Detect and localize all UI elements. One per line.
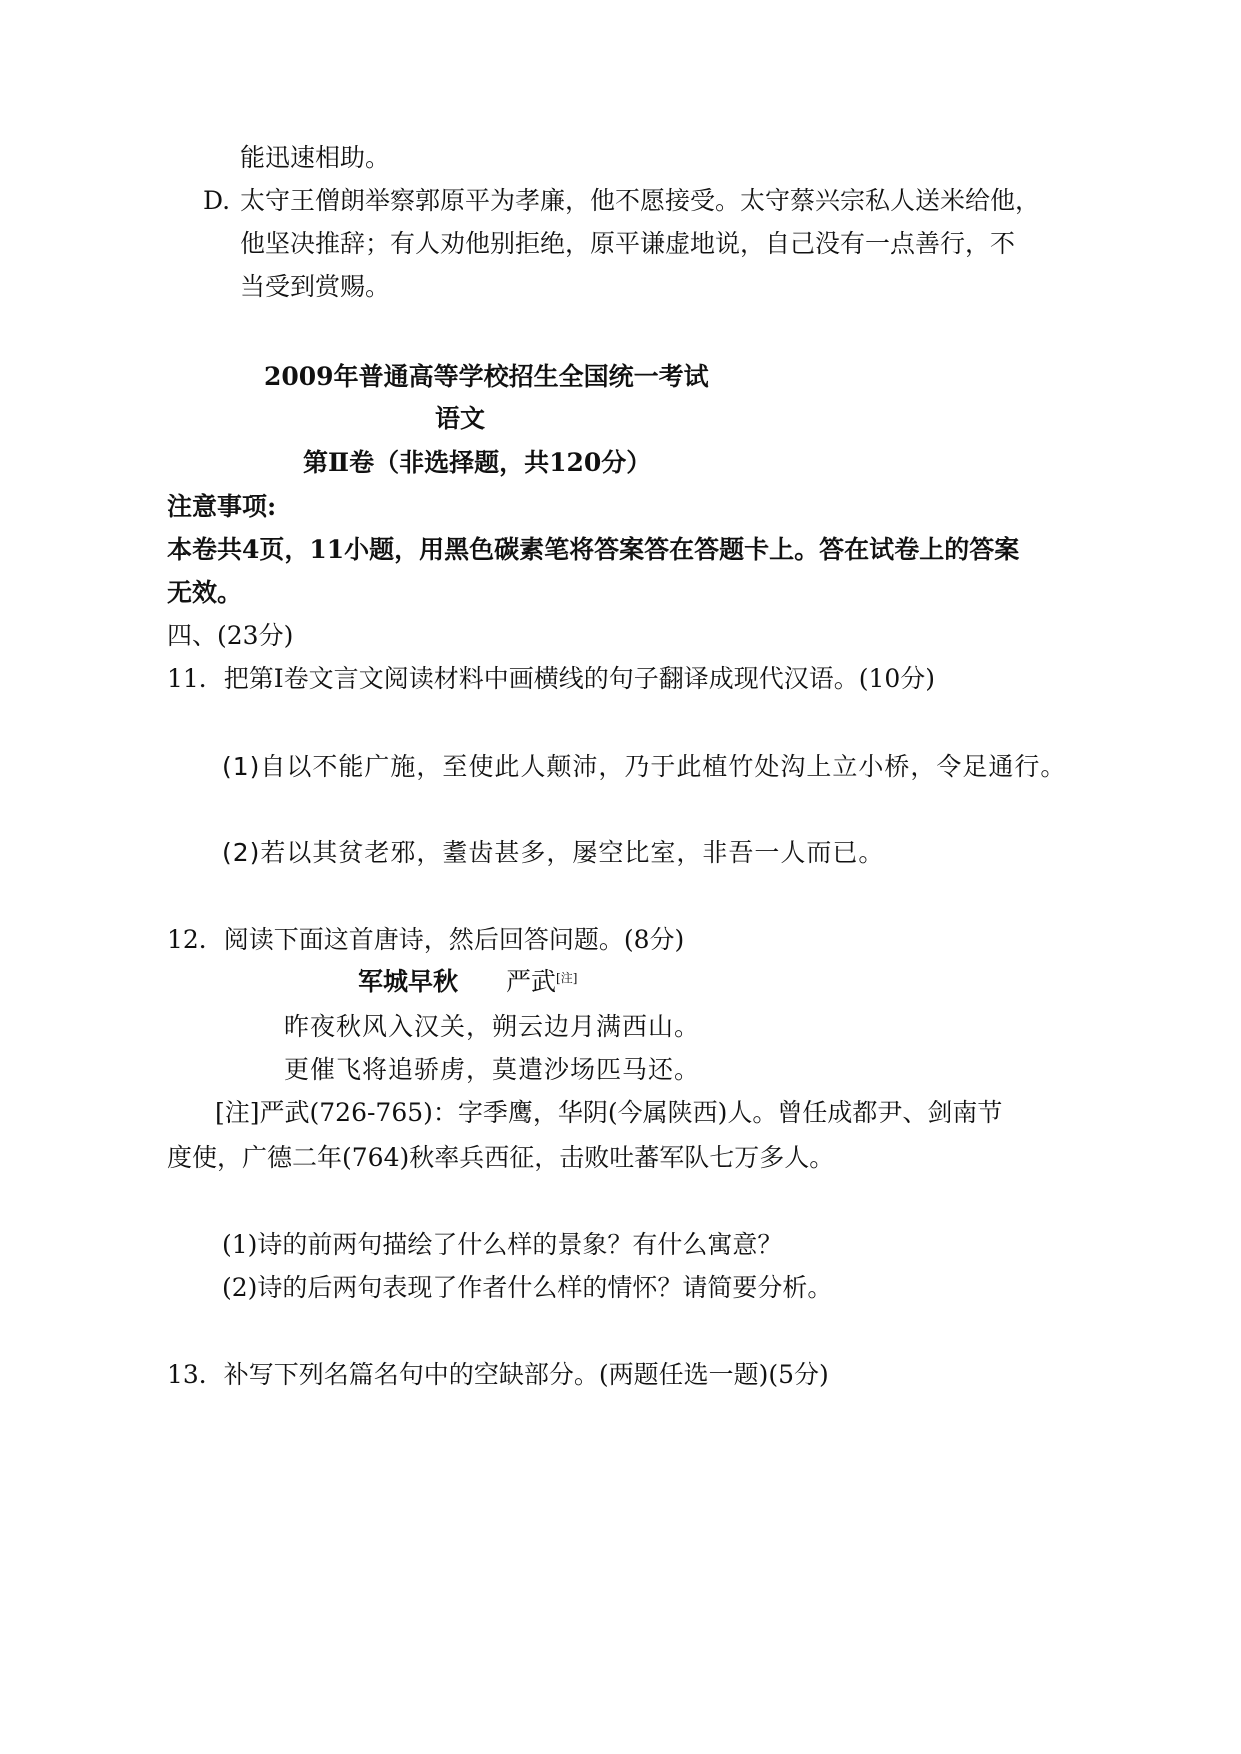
exam-title: 2009年普通高等学校招生全国统一考试 <box>264 362 709 391</box>
exam-volume: 第Ⅱ卷（非选择题，共120分） <box>303 448 652 477</box>
option-d-line-3: 当受到赏赐。 <box>240 272 391 301</box>
option-d-line-2: 他坚决推辞；有人劝他别拒绝，原平谦虚地说，自己没有一点善行，不 <box>240 229 1016 258</box>
poem-verse-1: 昨夜秋风入汉关，朔云边月满西山。 <box>284 1012 701 1041</box>
poem-note-mark: [注] <box>556 971 578 985</box>
question-11-sentence-2: (2)若以其贫老邪，耋齿甚多，屡空比室，非吾一人而已。 <box>222 838 885 867</box>
notice-line-2: 无效。 <box>167 578 243 607</box>
question-12-sub-2: (2)诗的后两句表现了作者什么样的情怀？请简要分析。 <box>222 1273 833 1302</box>
question-13-prompt: 13．补写下列名篇名句中的空缺部分。(两题任选一题)(5分) <box>167 1360 829 1389</box>
poem-note-line-1: [注]严武(726-765)：字季鹰，华阴(今属陕西)人。曾任成都尹、剑南节 <box>215 1098 1003 1127</box>
poem-title-line <box>358 967 577 997</box>
option-d-label: D. <box>203 186 231 215</box>
poem-title: 军城早秋 <box>358 967 459 996</box>
notice-heading: 注意事项: <box>167 492 277 521</box>
notice-line-1: 本卷共4页，11小题，用黑色碳素笔将答案答在答题卡上。答在试卷上的答案 <box>167 535 1020 564</box>
question-12-sub-1: (1)诗的前两句描绘了什么样的景象？有什么寓意？ <box>222 1230 783 1259</box>
option-d-line-1: 太守王僧朗举察郭原平为孝廉，他不愿接受。太守蔡兴宗私人送米给他， <box>240 186 1041 215</box>
poem-verse-2: 更催飞将追骄虏，莫遣沙场匹马还。 <box>284 1055 701 1084</box>
poem-note-line-2: 度使，广德二年(764)秋率兵西征，击败吐蕃军队七万多人。 <box>167 1143 835 1172</box>
section-four-heading: 四、(23分) <box>167 621 294 650</box>
exam-subject: 语文 <box>435 404 486 433</box>
poem-author: 严武 <box>506 967 557 996</box>
question-11-prompt: 11．把第Ⅰ卷文言文阅读材料中画横线的句子翻译成现代汉语。(10分) <box>167 664 936 693</box>
continuation-text: 能迅速相助。 <box>240 143 391 172</box>
question-12-prompt: 12．阅读下面这首唐诗，然后回答问题。(8分) <box>167 925 685 954</box>
question-11-sentence-1: (1)自以不能广施，至使此人颠沛，乃于此植竹处沟上立小桥，令足通行。 <box>222 752 1067 781</box>
